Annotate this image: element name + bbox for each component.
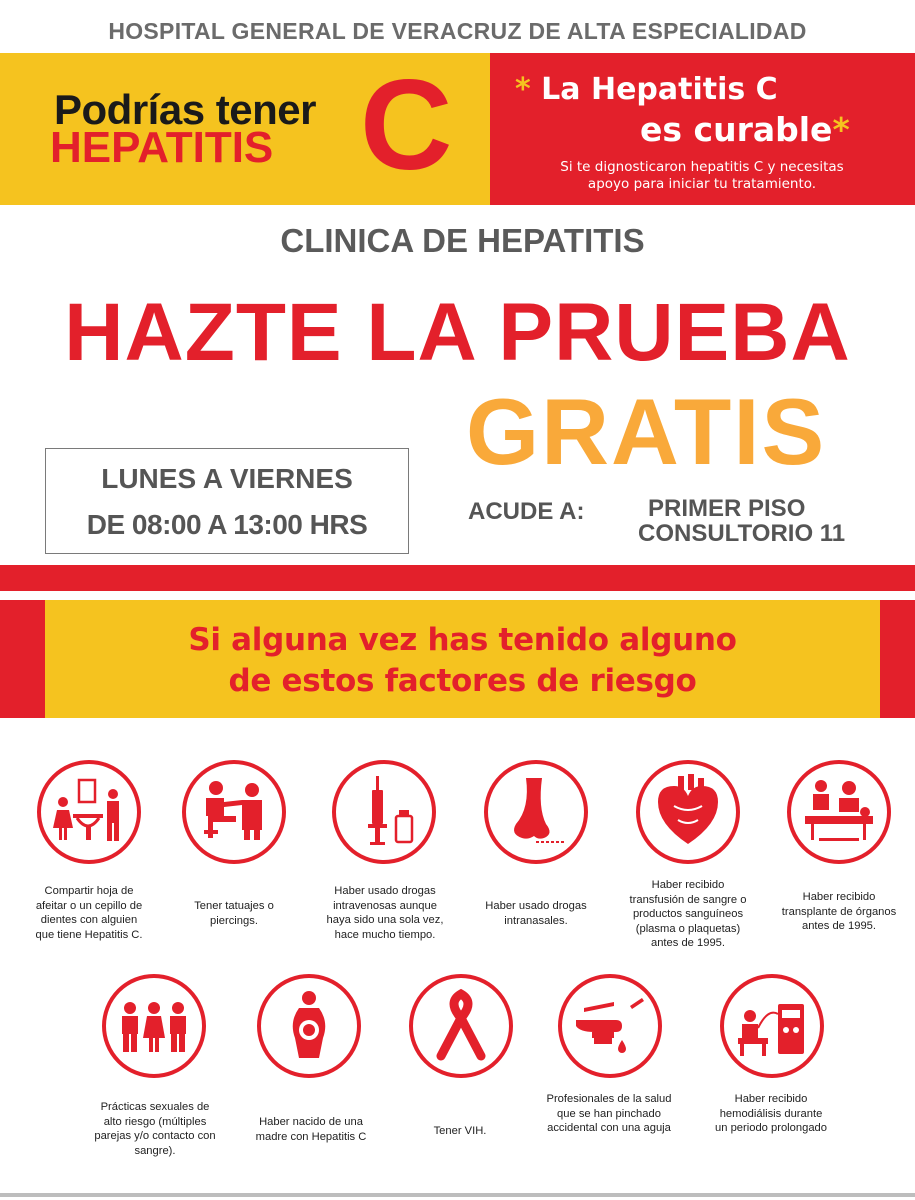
caption-line: alto riesgo (múltiples [103, 1115, 207, 1128]
caption-line: Compartir hoja de [44, 885, 134, 897]
caption-line: sangre). [134, 1144, 176, 1157]
caption-line: un periodo prolongado [715, 1122, 827, 1134]
schedule-box [45, 448, 409, 554]
risk-title [45, 620, 880, 702]
caption-line: transfusión de sangre o [629, 893, 747, 906]
risk-title-line: de estos factores de riesgo [228, 663, 697, 699]
ribbon-icon [409, 974, 513, 1078]
caption-line: que se han pinchado [557, 1107, 661, 1120]
caption-line: Haber recibido [734, 1093, 808, 1105]
risk-caption [696, 1092, 846, 1136]
headline-free: GRATIS [466, 379, 827, 484]
nose-icon [484, 760, 588, 864]
caption-line: dientes con alguien [40, 914, 138, 926]
tattoo-icon [182, 760, 286, 864]
caption-line: que tiene Hepatitis C. [35, 928, 143, 941]
banner-left-big-c: C [360, 54, 453, 197]
caption-line: (plasma o plaquetas) [635, 922, 741, 935]
clinic-title: CLINICA DE HEPATITIS [280, 222, 645, 259]
location-office: CONSULTORIO 11 [638, 520, 846, 547]
location-label: ACUDE A: [468, 498, 585, 525]
caption-line: madre con Hepatitis C [255, 1130, 367, 1143]
people-icon [102, 974, 206, 1078]
caption-line: productos sanguíneos [632, 908, 744, 920]
headline: HAZTE LA PRUEBA [64, 287, 851, 378]
schedule-hours: DE 08:00 A 13:00 HRS [86, 509, 368, 540]
subtext-line: apoyo para iniciar tu tratamiento. [587, 176, 817, 192]
schedule-days: LUNES A VIERNES [101, 463, 353, 494]
risk-caption [613, 878, 763, 951]
curable-line1-text: La Hepatitis C [541, 72, 778, 107]
risk-caption [236, 1115, 386, 1144]
caption-line: transplante de órganos [781, 905, 897, 918]
caption-line: antes de 1995. [801, 920, 877, 932]
star-mark: * [515, 72, 531, 107]
caption-line: parejas y/o contacto con [94, 1130, 216, 1142]
pregnant-mother-icon [257, 974, 361, 1078]
banner-left-hepatitis: HEPATITIS [50, 123, 274, 172]
caption-line: Haber recibido [651, 879, 725, 891]
risk-caption [385, 1124, 535, 1139]
caption-line: Tener tatuajes o [194, 900, 274, 912]
risk-title-line: Si alguna vez has tenido alguno [188, 622, 737, 658]
caption-line: hemodiálisis durante [719, 1107, 823, 1120]
caption-line: Haber nacido de una [259, 1116, 363, 1128]
heart-icon [636, 760, 740, 864]
caption-line: Tener VIH. [433, 1125, 487, 1137]
location-floor: PRIMER PISO [648, 495, 806, 522]
bottom-divider [0, 1193, 915, 1197]
caption-line: Haber usado drogas [485, 900, 587, 912]
curable-line2-text: es curable [640, 110, 833, 149]
risk-caption [80, 1100, 230, 1158]
surgery-icon [787, 760, 891, 864]
caption-line: intravenosas aunque [333, 899, 437, 912]
risk-caption [764, 890, 914, 934]
caption-line: antes de 1995. [650, 937, 726, 949]
banner-right-line2 [640, 110, 850, 149]
risk-caption [310, 884, 460, 942]
subtext-line: Si te dignosticaron hepatitis C y necesitas [560, 159, 844, 175]
risk-banner-left-edge [0, 600, 45, 718]
shared-razor-icon [37, 760, 141, 864]
risk-caption [14, 884, 164, 942]
risk-caption [159, 899, 309, 928]
caption-line: Haber recibido [802, 891, 876, 903]
syringe-icon [332, 760, 436, 864]
caption-line: Profesionales de la salud [546, 1093, 672, 1105]
risk-banner-right-edge [880, 600, 915, 718]
caption-line: Haber usado drogas [334, 885, 436, 897]
caption-line: afeitar o un cepillo de [35, 899, 143, 912]
banner-right-subtext [496, 159, 908, 193]
caption-line: Prácticas sexuales de [100, 1101, 210, 1113]
caption-line: intranasales. [504, 914, 568, 927]
caption-line: haya sido una sola vez, [326, 914, 444, 926]
banner-right-line1 [515, 72, 778, 107]
caption-line: accidental con una aguja [547, 1122, 671, 1134]
risk-caption [461, 899, 611, 928]
hemodialysis-icon [720, 974, 824, 1078]
star-mark: * [832, 110, 850, 149]
caption-line: piercings. [210, 914, 258, 927]
caption-line: hace mucho tiempo. [334, 928, 436, 941]
divider-strip [0, 565, 915, 591]
needle-prick-icon [558, 974, 662, 1078]
risk-caption [534, 1092, 684, 1136]
banner-left-line1: Podrías tener [54, 86, 316, 133]
hospital-name: HOSPITAL GENERAL DE VERACRUZ DE ALTA ESPECIALIDAD [108, 18, 807, 44]
